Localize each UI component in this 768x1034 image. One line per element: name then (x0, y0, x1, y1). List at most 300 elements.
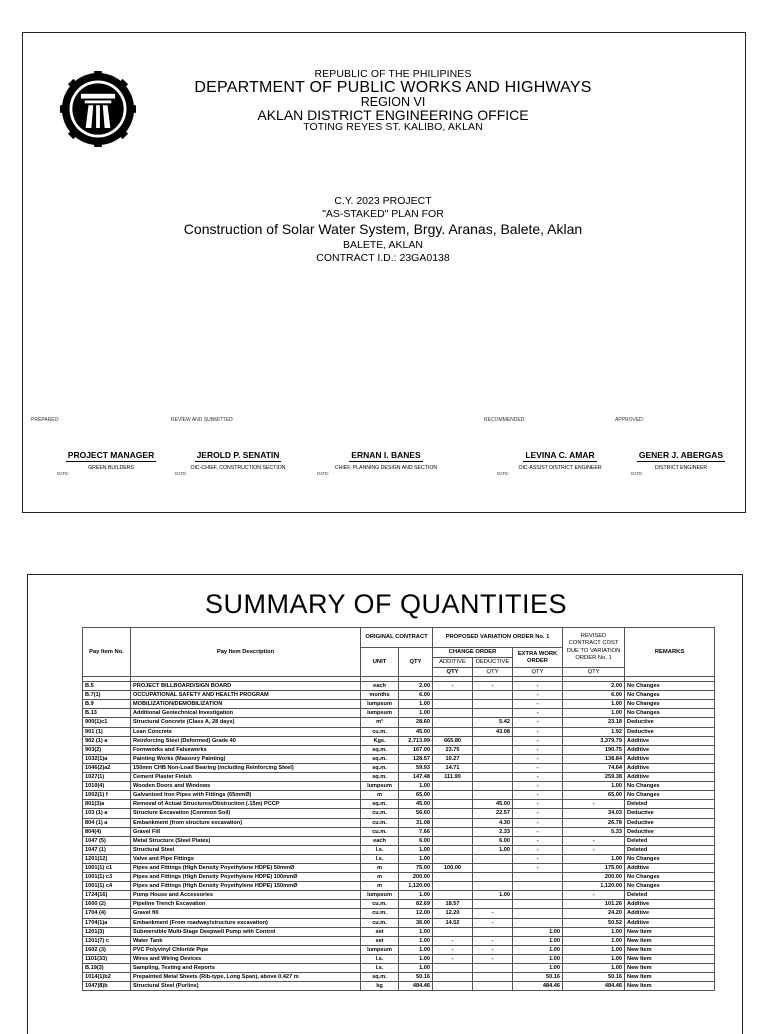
table-row (83, 945, 715, 954)
additive-cell: - (433, 945, 473, 954)
description-cell: Reinforcing Steel (Deformed) Grade 40 (131, 736, 361, 745)
qty-cell: 45.00 (399, 727, 433, 736)
pay-item-no-cell: 1724(16) (83, 891, 131, 900)
revised-qty-cell: 24.20 (563, 909, 625, 918)
unit-cell: m³ (361, 718, 399, 727)
pay-item-no-cell: 801(3)a (83, 800, 131, 809)
remarks-cell: Additive (625, 909, 715, 918)
remarks-cell: Deleted (625, 845, 715, 854)
unit-cell: lumpsum (361, 709, 399, 718)
project-title: Construction of Solar Water System, Brgy. Aranas, Balete, Aklan (183, 221, 583, 238)
signatory-submitter (317, 445, 455, 476)
deductive-cell (473, 763, 513, 772)
description-cell: Painting Works (Masonry Painting) (131, 754, 361, 763)
extra-work-cell: - (513, 836, 563, 845)
extra-work-cell (513, 873, 563, 882)
date-label: DATE: (175, 471, 188, 476)
qty-cell: 1.00 (399, 945, 433, 954)
qty-cell: 1.00 (399, 700, 433, 709)
table-row (83, 982, 715, 991)
unit-cell: l.s. (361, 845, 399, 854)
description-cell: Gravel Fill (131, 827, 361, 836)
table-row (83, 863, 715, 872)
revised-qty-cell: 1.00 (563, 927, 625, 936)
extra-work-cell (513, 900, 563, 909)
remarks-header: REMARKS (625, 628, 715, 677)
extra-work-cell: - (513, 854, 563, 863)
deductive-cell (473, 691, 513, 700)
additive-cell: 111.90 (433, 773, 473, 782)
remarks-cell: No Changes (625, 854, 715, 863)
extra-work-header: EXTRA WORK ORDER (513, 648, 563, 668)
deductive-cell (473, 973, 513, 982)
additive-cell (433, 691, 473, 700)
description-cell: Pump House and Accessories (131, 891, 361, 900)
deductive-header: DEDUCTIVE (473, 658, 513, 668)
remarks-cell: Additive (625, 763, 715, 772)
unit-cell: months (361, 691, 399, 700)
revised-qty-cell: 259.38 (563, 773, 625, 782)
table-row (83, 818, 715, 827)
deductive-cell: 45.00 (473, 800, 513, 809)
additive-cell (433, 982, 473, 991)
extra-work-cell (513, 882, 563, 891)
description-cell: Structural Steel (Purlins) (131, 982, 361, 991)
description-cell: Water Tank (131, 936, 361, 945)
revised-qty-cell: 26.78 (563, 818, 625, 827)
table-row (83, 854, 715, 863)
project-year: C.Y. 2023 PROJECT (334, 195, 432, 207)
unit-header: UNIT (361, 648, 399, 677)
revised-qty-cell: 1.00 (563, 782, 625, 791)
description-header: Pay Item Description (131, 628, 361, 677)
table-row (83, 709, 715, 718)
remarks-cell: No Changes (625, 700, 715, 709)
remarks-cell: New Item (625, 936, 715, 945)
table-row (83, 791, 715, 800)
extra-work-cell: - (513, 827, 563, 836)
description-cell: Pipes and Fittings (High Density Poyethylene HDPE) 50mmØ (131, 863, 361, 872)
pay-item-no-cell: 1201(3) (83, 927, 131, 936)
extra-work-cell: - (513, 791, 563, 800)
revised-qty-cell: 101.26 (563, 900, 625, 909)
additive-cell: 14.52 (433, 918, 473, 927)
unit-cell: lumpsum (361, 782, 399, 791)
date-label: DATE: (497, 471, 510, 476)
extra-work-cell: - (513, 782, 563, 791)
unit-cell: set (361, 927, 399, 936)
extra-work-cell: 1.00 (513, 936, 563, 945)
qty-cell: 50.16 (399, 973, 433, 982)
additive-cell (433, 964, 473, 973)
unit-cell: each (361, 836, 399, 845)
deductive-cell (473, 882, 513, 891)
qty-cell: 65.00 (399, 791, 433, 800)
signatory-name: GENER J. ABERGAS (638, 450, 724, 460)
table-row (83, 882, 715, 891)
description-cell: Prepainted Metal Sheets (Rib-type, Long Span), above 0.427 m (131, 973, 361, 982)
table-row (83, 763, 715, 772)
table-row (83, 873, 715, 882)
unit-cell: cu.m. (361, 909, 399, 918)
cover-sheet (22, 32, 746, 513)
unit-cell: sq.m. (361, 763, 399, 772)
description-cell: Additional Geotechnical Investigation (131, 709, 361, 718)
additive-cell (433, 727, 473, 736)
extra-work-cell: - (513, 718, 563, 727)
extra-work-cell: - (513, 700, 563, 709)
description-cell: Submersible Multi-Stage Deepwell Pump with Control (131, 927, 361, 936)
deductive-cell (473, 745, 513, 754)
additive-cell: - (433, 954, 473, 963)
table-row (83, 700, 715, 709)
description-cell: Structural Steel (131, 845, 361, 854)
additive-cell (433, 809, 473, 818)
pay-item-no-cell: 1046(2)a2 (83, 763, 131, 772)
remarks-cell: No Changes (625, 682, 715, 691)
remarks-cell: Additive (625, 900, 715, 909)
table-row (83, 691, 715, 700)
table-row (83, 845, 715, 854)
revised-qty-cell: 2.00 (563, 682, 625, 691)
additive-cell (433, 818, 473, 827)
unit-cell: Kgs. (361, 736, 399, 745)
republic-line: REPUBLIC OF THE PHILIPINES (314, 68, 472, 80)
deductive-cell (473, 754, 513, 763)
description-cell: Pipes and Fittings (High Density Poyethylene HDPE) 100mmØ (131, 873, 361, 882)
table-row (83, 809, 715, 818)
remarks-cell: Deductive (625, 818, 715, 827)
agency-header (143, 69, 643, 133)
remarks-cell: No Changes (625, 791, 715, 800)
extra-work-cell (513, 909, 563, 918)
pay-item-no-cell: 1201(7) c (83, 936, 131, 945)
extra-work-cell: 1.00 (513, 945, 563, 954)
deductive-cell (473, 709, 513, 718)
contract-id: CONTRACT I.D.: 23GA0138 (316, 251, 450, 264)
qty-cell: 1,120.00 (399, 882, 433, 891)
unit-cell: sq.m. (361, 973, 399, 982)
deductive-cell: 4.30 (473, 818, 513, 827)
revised-qty-cell: 34.03 (563, 809, 625, 818)
extra-work-cell: - (513, 818, 563, 827)
extra-work-cell: - (513, 863, 563, 872)
additive-cell: 23.75 (433, 745, 473, 754)
table-row (83, 727, 715, 736)
table-row (83, 827, 715, 836)
additive-header: ADDITIVE (433, 658, 473, 668)
original-contract-header: ORIGINAL CONTRACT (361, 628, 433, 648)
signatory-position: CHIEF, PLANNING DESIGN AND SECTION (334, 465, 438, 471)
revised-qty-cell: 1.00 (563, 945, 625, 954)
address-line: TOTING REYES ST. KALIBO, AKLAN (303, 121, 483, 133)
deductive-cell: 5.42 (473, 718, 513, 727)
qty-cell: 56.60 (399, 809, 433, 818)
revised-cost-header: REVISED CONTRACT COST DUE TO VARIATION ORDER No. 1 (563, 628, 625, 668)
qty-cell: 1.00 (399, 782, 433, 791)
signatory-approver (631, 445, 731, 476)
additive-cell (433, 800, 473, 809)
deductive-cell (473, 964, 513, 973)
extra-work-cell (513, 891, 563, 900)
qty-cell: 200.00 (399, 873, 433, 882)
table-row (83, 918, 715, 927)
remarks-cell: No Changes (625, 873, 715, 882)
pay-item-no-cell: 902 (1) a (83, 736, 131, 745)
summary-sheet (27, 574, 743, 1034)
revised-qty-cell: 23.18 (563, 718, 625, 727)
remarks-cell: Deleted (625, 836, 715, 845)
qty-cell: 1.00 (399, 709, 433, 718)
qty-cell: 6.00 (399, 691, 433, 700)
unit-cell: lumpsum (361, 891, 399, 900)
description-cell: OCCUPATIONAL SAFETY AND HEALTH PROGRAM (131, 691, 361, 700)
description-cell: Removal of Actual Structures/Obstruction (.15m) PCCP (131, 800, 361, 809)
unit-cell: lumpsum (361, 945, 399, 954)
table-row (83, 927, 715, 936)
remarks-cell: Deleted (625, 800, 715, 809)
qty-cell: 2.00 (399, 682, 433, 691)
additive-cell: 14.71 (433, 763, 473, 772)
additive-cell: 12.20 (433, 909, 473, 918)
table-row (83, 754, 715, 763)
additive-cell (433, 700, 473, 709)
remarks-cell: New Item (625, 973, 715, 982)
proposed-variation-header: PROPOSED VARIATION ORDER No. 1 (433, 628, 563, 648)
deductive-cell (473, 863, 513, 872)
approved-label: APPROVED: (615, 417, 645, 423)
additive-cell (433, 891, 473, 900)
table-row (83, 745, 715, 754)
table-row (83, 964, 715, 973)
unit-cell: sq.m. (361, 745, 399, 754)
additive-cell (433, 927, 473, 936)
pay-item-no-cell: 1704 (4) (83, 909, 131, 918)
revised-qty-cell: - (563, 845, 625, 854)
qty-cell: 167.00 (399, 745, 433, 754)
additive-cell: - (433, 682, 473, 691)
additive-cell (433, 854, 473, 863)
deductive-cell: - (473, 945, 513, 954)
extra-work-cell: - (513, 736, 563, 745)
table-row (83, 954, 715, 963)
qty-header: QTY (399, 648, 433, 677)
remarks-cell: Additive (625, 863, 715, 872)
deductive-cell: 2.33 (473, 827, 513, 836)
remarks-cell: Deductive (625, 727, 715, 736)
unit-cell: m (361, 873, 399, 882)
qty-cell: 1.00 (399, 954, 433, 963)
remarks-cell: New Item (625, 927, 715, 936)
description-cell: Pipeline Trench Excavation (131, 900, 361, 909)
remarks-cell: Additive (625, 773, 715, 782)
additive-cell (433, 973, 473, 982)
remarks-cell: Deleted (625, 891, 715, 900)
description-cell: Embankment (from structure excavation) (131, 818, 361, 827)
revised-qty-cell: 1.00 (563, 700, 625, 709)
pay-item-no-cell: 1201(12) (83, 854, 131, 863)
project-location: BALETE, AKLAN (343, 238, 423, 251)
unit-cell: sq.m. (361, 754, 399, 763)
project-block (143, 195, 623, 265)
unit-cell: cu.m. (361, 809, 399, 818)
remarks-cell: New Item (625, 982, 715, 991)
signatory-position: GREEN BUILDERS (88, 465, 134, 471)
additive-cell (433, 782, 473, 791)
additive-cell: 665.80 (433, 736, 473, 745)
additive-cell: 18.57 (433, 900, 473, 909)
reviewed-label: REVIEW AND SUBMITTED: (171, 417, 235, 423)
unit-cell: cu.m. (361, 727, 399, 736)
pay-item-no-cell: 901 (1) (83, 727, 131, 736)
qty-cell: 59.93 (399, 763, 433, 772)
deductive-cell (473, 900, 513, 909)
district-office-line: AKLAN DISTRICT ENGINEERING OFFICE (257, 107, 529, 123)
pay-item-no-cell: 1032(1)a (83, 754, 131, 763)
extra-work-cell: - (513, 745, 563, 754)
description-cell: Structural Concrete (Class A, 28 days) (131, 718, 361, 727)
unit-cell: l.s. (361, 954, 399, 963)
extra-work-cell: - (513, 773, 563, 782)
signatory-name: PROJECT MANAGER (67, 450, 155, 460)
extra-work-cell: - (513, 763, 563, 772)
deductive-cell (473, 854, 513, 863)
extra-work-cell: - (513, 754, 563, 763)
signatory-position: OIC-CHIEF, CONSTRUCTION SECTION (190, 465, 286, 471)
additive-cell (433, 845, 473, 854)
summary-title: SUMMARY OF QUANTITIES (204, 589, 568, 619)
qty-cell: 1.00 (399, 891, 433, 900)
revised-qty-cell: 50.16 (563, 973, 625, 982)
description-cell: Lean Concrete (131, 727, 361, 736)
extra-work-cell: - (513, 727, 563, 736)
deductive-cell: 1.00 (473, 891, 513, 900)
revised-qty-cell: 1.00 (563, 964, 625, 973)
pay-item-no-cell: 1014(1)b2 (83, 973, 131, 982)
additive-qty-header: QTY (433, 668, 473, 677)
remarks-cell: No Changes (625, 782, 715, 791)
revised-qty-cell: - (563, 800, 625, 809)
table-row (83, 973, 715, 982)
pay-item-no-cell: 804(4) (83, 827, 131, 836)
description-cell: 150mm CHB Non-Load Bearing (including Reinforcing Steel) (131, 763, 361, 772)
pay-item-no-cell: 903(2) (83, 745, 131, 754)
signatory-position: OIC-ASSIST DISTRICT ENGINEER (518, 465, 602, 471)
pay-item-no-cell: 1600 (2) (83, 900, 131, 909)
qty-cell: 82.69 (399, 900, 433, 909)
revised-qty-cell: 200.00 (563, 873, 625, 882)
additive-cell (433, 709, 473, 718)
pay-item-no-cell: 1047 (1) (83, 845, 131, 854)
additive-cell: - (433, 936, 473, 945)
description-cell: MOBILIZATION/DEMOBILIZATION (131, 700, 361, 709)
deductive-cell: - (473, 936, 513, 945)
pay-item-no-cell: B.13 (83, 709, 131, 718)
extra-work-cell: - (513, 800, 563, 809)
pay-item-no-cell: B.7(1) (83, 691, 131, 700)
revised-qty-cell: - (563, 891, 625, 900)
unit-cell: m (361, 791, 399, 800)
change-order-header: CHANGE ORDER (433, 648, 513, 658)
deductive-cell: - (473, 918, 513, 927)
additive-cell (433, 791, 473, 800)
table-header (83, 628, 715, 677)
revised-qty-cell: 175.00 (563, 863, 625, 872)
pay-item-no-cell: 1047 (5) (83, 836, 131, 845)
pay-item-no-cell: B.9 (83, 700, 131, 709)
recommended-label: RECOMMENDED: (484, 417, 526, 423)
revised-qty-cell: 1.00 (563, 709, 625, 718)
signatory-position: DISTRICT ENGINEER (654, 465, 708, 471)
deductive-cell (473, 927, 513, 936)
pay-item-no-cell: 1101(33) (83, 954, 131, 963)
unit-cell: m (361, 863, 399, 872)
extra-work-cell: - (513, 691, 563, 700)
unit-cell: cu.m. (361, 818, 399, 827)
deductive-cell: - (473, 682, 513, 691)
additive-cell: 100.00 (433, 863, 473, 872)
table-row (83, 900, 715, 909)
prepared-label: PREPARED: (31, 417, 60, 423)
pay-item-no-cell: 1704(1)a (83, 918, 131, 927)
revised-qty-cell: 1.00 (563, 954, 625, 963)
pay-item-no-cell: 103 (1) a (83, 809, 131, 818)
pay-item-no-header: Pay Item No. (83, 628, 131, 677)
description-cell: Metal Structure (Steel Plates) (131, 836, 361, 845)
deductive-qty-header: QTY (473, 668, 513, 677)
description-cell: Cement Plaster Finish (131, 773, 361, 782)
description-cell: PROJECT BILLBOARD/SIGN BOARD (131, 682, 361, 691)
unit-cell: lumpsum (361, 700, 399, 709)
table-row (83, 782, 715, 791)
unit-cell: cu.m. (361, 827, 399, 836)
additive-cell (433, 836, 473, 845)
pay-item-no-cell: 1027(1) (83, 773, 131, 782)
qty-cell: 1.00 (399, 927, 433, 936)
pay-item-no-cell: 1001(1) c3 (83, 873, 131, 882)
revised-qty-cell: 190.75 (563, 745, 625, 754)
pay-item-no-cell: 1602 (3) (83, 945, 131, 954)
qty-cell: 28.60 (399, 718, 433, 727)
description-cell: Wooden Doors and Windows (131, 782, 361, 791)
qty-cell: 6.00 (399, 836, 433, 845)
additive-cell (433, 873, 473, 882)
qty-cell: 484.46 (399, 982, 433, 991)
signatory-name: LEVINA C. AMAR (525, 450, 595, 460)
pay-item-no-cell: 1002(1) f (83, 791, 131, 800)
deductive-cell: 22.57 (473, 809, 513, 818)
table-row (83, 736, 715, 745)
table-row (83, 909, 715, 918)
table-row (83, 936, 715, 945)
pay-item-no-cell: B.5 (83, 682, 131, 691)
deductive-cell (473, 736, 513, 745)
extra-work-cell: 1.00 (513, 954, 563, 963)
table-row (83, 773, 715, 782)
pay-item-no-cell: 1001(1) c1 (83, 863, 131, 872)
qty-cell: 128.57 (399, 754, 433, 763)
deductive-cell: 6.00 (473, 836, 513, 845)
qty-cell: 12.00 (399, 909, 433, 918)
description-cell: Valve and Pipe Fittings (131, 854, 361, 863)
qty-cell: 36.00 (399, 918, 433, 927)
description-cell: Galvanized Iron Pipes with Fittings (65mmØ) (131, 791, 361, 800)
extra-work-cell: 484.46 (513, 982, 563, 991)
additive-cell (433, 718, 473, 727)
region-line: REGION VI (360, 94, 426, 109)
unit-cell: sq.m. (361, 773, 399, 782)
additive-cell: 10.27 (433, 754, 473, 763)
